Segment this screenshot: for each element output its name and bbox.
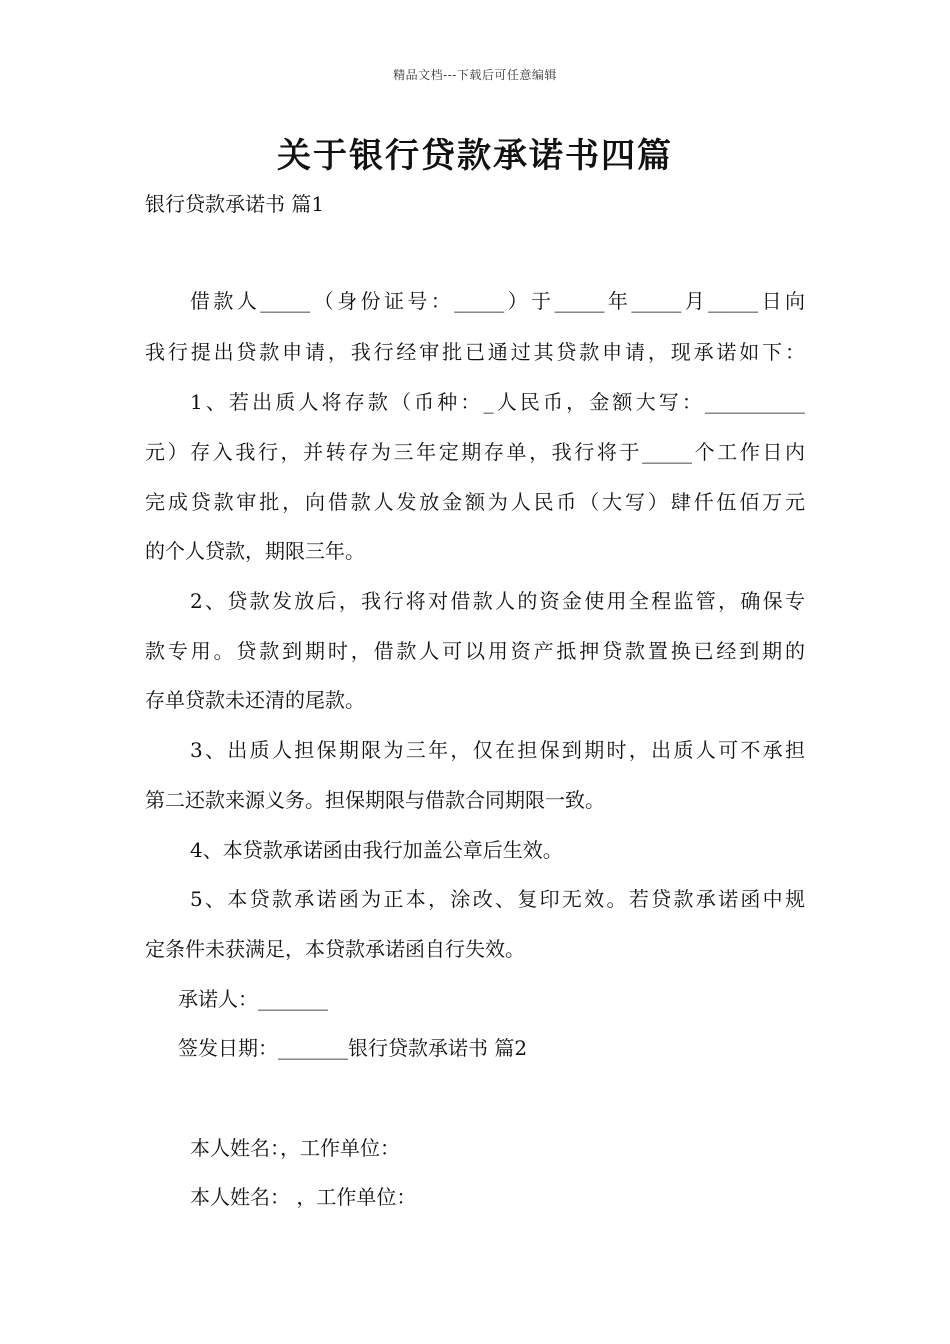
paragraph-intro-line-2: 我行提出贷款申请，我行经审批已通过其贷款申请，现承诺如下： (145, 340, 805, 364)
clause-1-line-1: 1、若出质人将存款（币种：_人民币，金额大写：__________ (190, 390, 805, 414)
issue-date-line: 签发日期：_______银行贷款承诺书 篇2 (178, 1036, 528, 1060)
clause-3-line-1: 3、出质人担保期限为三年，仅在担保到期时，出质人可不承担 (190, 738, 805, 762)
promisor-line: 承诺人：_______ (178, 987, 328, 1011)
clause-4-line-1: 4、本贷款承诺函由我行加盖公章后生效。 (190, 838, 563, 862)
clause-2-line-1: 2、贷款发放后，我行将对借款人的资金使用全程监管，确保专 (190, 589, 805, 613)
section-2-line-1: 本人姓名：，工作单位： (190, 1136, 400, 1160)
clause-1-line-4: 的个人贷款，期限三年。 (145, 539, 365, 563)
clause-3-line-2: 第二还款来源义务。担保期限与借款合同期限一致。 (145, 788, 605, 812)
section-2-line-2: 本人姓名： ，工作单位： (190, 1185, 417, 1209)
section-1-heading: 银行贷款承诺书 篇1 (145, 192, 325, 216)
paragraph-intro-line-1: 借款人_____（身份证号：_____）于_____年_____月_____日向 (190, 289, 805, 313)
clause-2-line-2: 款专用。贷款到期时，借款人可以用资产抵押贷款置换已经到期的 (145, 639, 805, 663)
header-note: 精品文档---下载后可任意编辑 (393, 68, 557, 82)
clause-5-line-1: 5、本贷款承诺函为正本，涂改、复印无效。若贷款承诺函中规 (190, 887, 805, 911)
clause-5-line-2: 定条件未获满足，本贷款承诺函自行失效。 (145, 937, 525, 961)
document-title: 关于银行贷款承诺书四篇 (277, 136, 673, 176)
clause-1-line-3: 完成贷款审批，向借款人发放金额为人民币（大写）肆仟伍佰万元 (145, 490, 805, 514)
clause-2-line-3: 存单贷款未还清的尾款。 (145, 688, 365, 712)
clause-1-line-2: 元）存入我行，并转存为三年定期存单，我行将于_____个工作日内 (145, 440, 805, 464)
